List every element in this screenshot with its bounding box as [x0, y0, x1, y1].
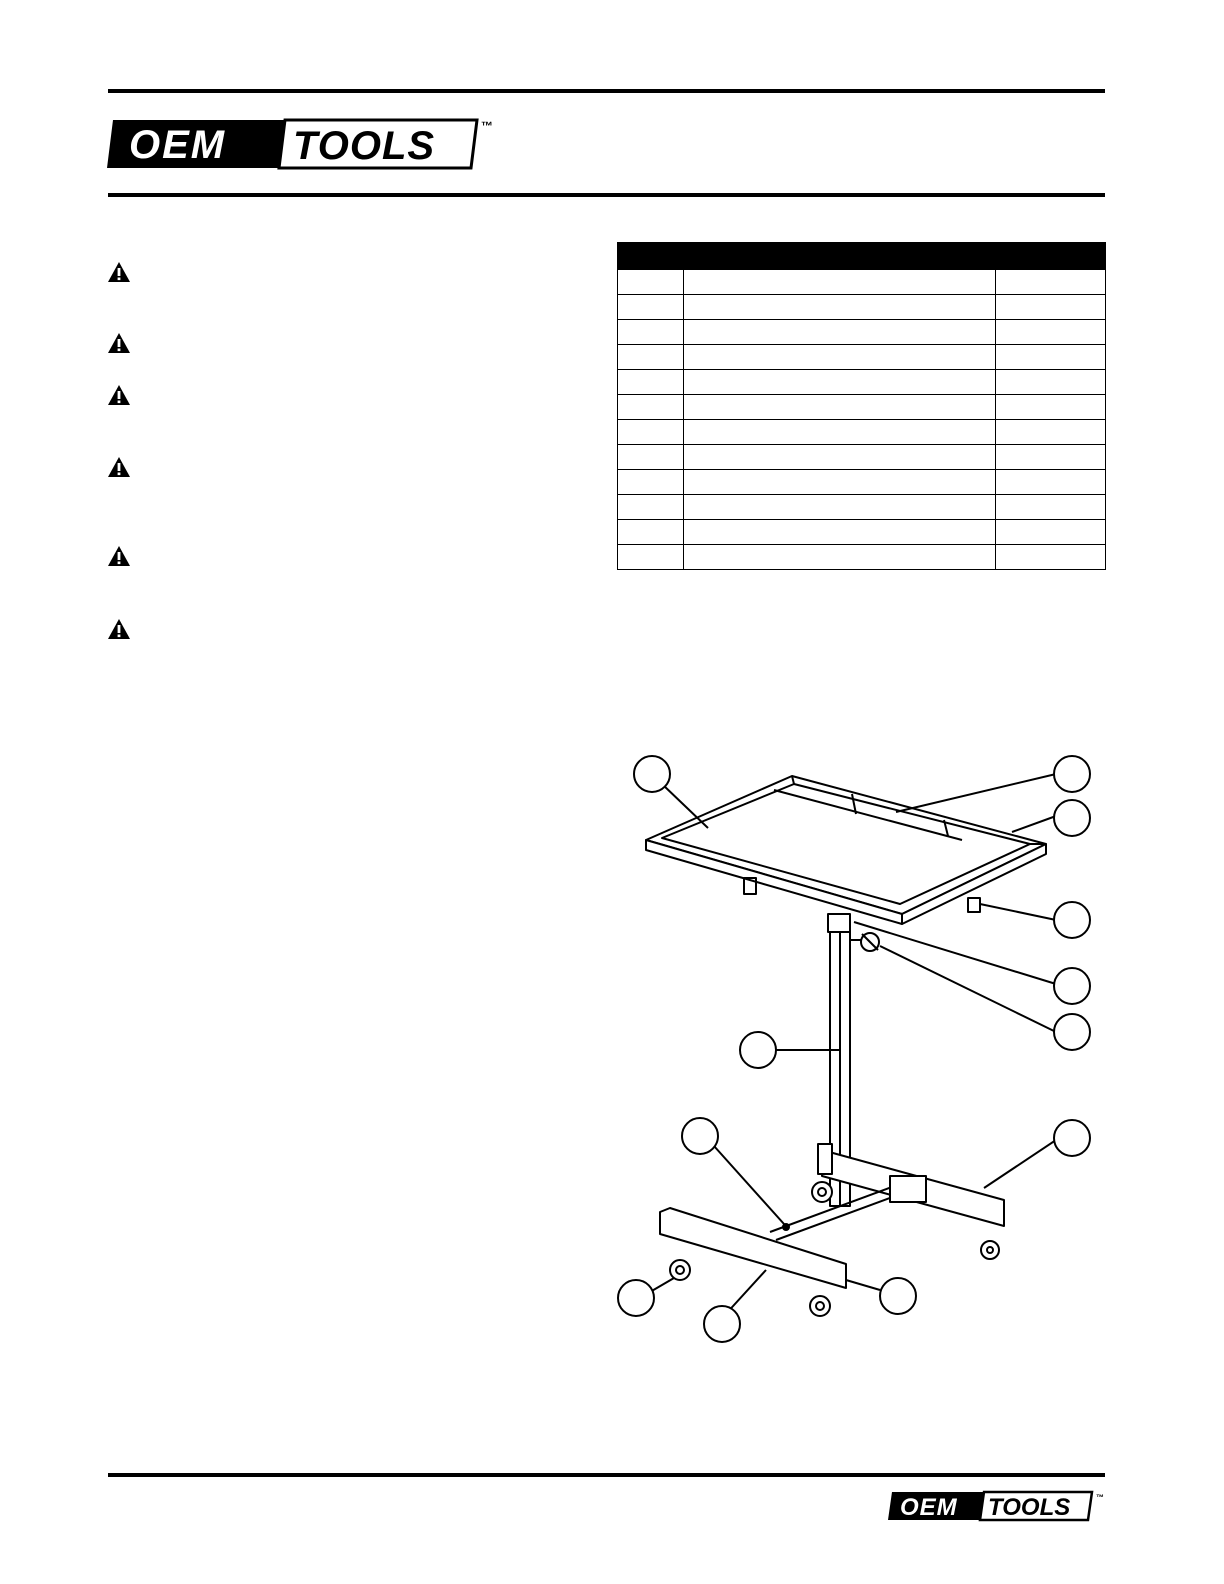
callout-bubble [704, 1306, 740, 1342]
cell-qty [996, 370, 1106, 395]
cell-part-no [618, 295, 684, 320]
cell-description [684, 495, 996, 520]
callout-bubble [1054, 1014, 1090, 1050]
table-row [618, 520, 1106, 545]
table-row [618, 320, 1106, 345]
trademark-symbol: ™ [481, 119, 493, 133]
table-row [618, 420, 1106, 445]
cell-part-no [618, 320, 684, 345]
caster [670, 1260, 690, 1280]
warning-triangle-icon [107, 618, 131, 640]
cell-qty [996, 270, 1106, 295]
cell-qty [996, 395, 1106, 420]
cell-part-no [618, 545, 684, 570]
table-row [618, 395, 1106, 420]
cell-description [684, 420, 996, 445]
warning-triangle-icon [107, 384, 131, 406]
cell-part-no [618, 495, 684, 520]
table-row [618, 270, 1106, 295]
warning-triangle-icon [107, 456, 131, 478]
cell-qty [996, 345, 1106, 370]
callout-bubble [682, 1118, 718, 1154]
table-row [618, 545, 1106, 570]
cell-description [684, 270, 996, 295]
cell-part-no [618, 470, 684, 495]
footer-trademark-symbol: ™ [1096, 1493, 1104, 1502]
callout-bubble [1054, 968, 1090, 1004]
cell-part-no [618, 345, 684, 370]
callout-bubble [740, 1032, 776, 1068]
callout-bubble [618, 1280, 654, 1316]
cell-part-no [618, 445, 684, 470]
logo-text-right: TOOLS [293, 124, 436, 168]
base [660, 1144, 1004, 1288]
header-bottom-rule [108, 193, 1105, 197]
header-cell-qty [996, 243, 1106, 270]
parts-table-header [618, 243, 1106, 270]
caster [812, 1182, 832, 1202]
cell-description [684, 345, 996, 370]
header-top-rule [108, 89, 1105, 93]
warning-triangle-icon [107, 332, 131, 354]
parts-table [617, 242, 1106, 570]
cell-part-no [618, 420, 684, 445]
tray [646, 776, 1046, 924]
cell-description [684, 320, 996, 345]
cell-qty [996, 445, 1106, 470]
table-row [618, 495, 1106, 520]
warning-triangle-icon [107, 261, 131, 283]
cell-description [684, 520, 996, 545]
header-cell-no [618, 243, 684, 270]
cell-description [684, 545, 996, 570]
table-row [618, 295, 1106, 320]
callout-bubble [634, 756, 670, 792]
cell-qty [996, 495, 1106, 520]
cell-part-no [618, 370, 684, 395]
tray-stand-diagram [600, 740, 1110, 1355]
footer-logo-text-right: TOOLS [988, 1494, 1071, 1521]
cell-description [684, 395, 996, 420]
cell-qty [996, 470, 1106, 495]
header-cell-description [684, 243, 996, 270]
table-row [618, 470, 1106, 495]
footer-logo-text-left: OEM [900, 1494, 958, 1521]
cell-description [684, 470, 996, 495]
cell-qty [996, 520, 1106, 545]
callout-bubble [1054, 902, 1090, 938]
callout-bubble [880, 1278, 916, 1314]
caster [810, 1296, 830, 1316]
cell-part-no [618, 270, 684, 295]
cell-description [684, 295, 996, 320]
callout-bubble [1054, 756, 1090, 792]
bolt [783, 1224, 789, 1230]
cell-qty [996, 320, 1106, 345]
cell-part-no [618, 395, 684, 420]
table-row [618, 370, 1106, 395]
cell-qty [996, 295, 1106, 320]
callout-bubble [1054, 1120, 1090, 1156]
footer-rule [108, 1473, 1105, 1477]
logo-text-left: OEM [129, 123, 227, 167]
table-row [618, 345, 1106, 370]
oem-tools-logo [107, 118, 503, 175]
cell-qty [996, 545, 1106, 570]
warning-triangle-icon [107, 545, 131, 567]
locking-knob [850, 933, 879, 951]
oem-tools-logo-footer [888, 1490, 1108, 1527]
cell-qty [996, 420, 1106, 445]
cell-description [684, 445, 996, 470]
caster [981, 1241, 999, 1259]
callout-bubble [1054, 800, 1090, 836]
cell-description [684, 370, 996, 395]
cell-part-no [618, 520, 684, 545]
tray-bracket [968, 898, 980, 912]
table-row [618, 445, 1106, 470]
